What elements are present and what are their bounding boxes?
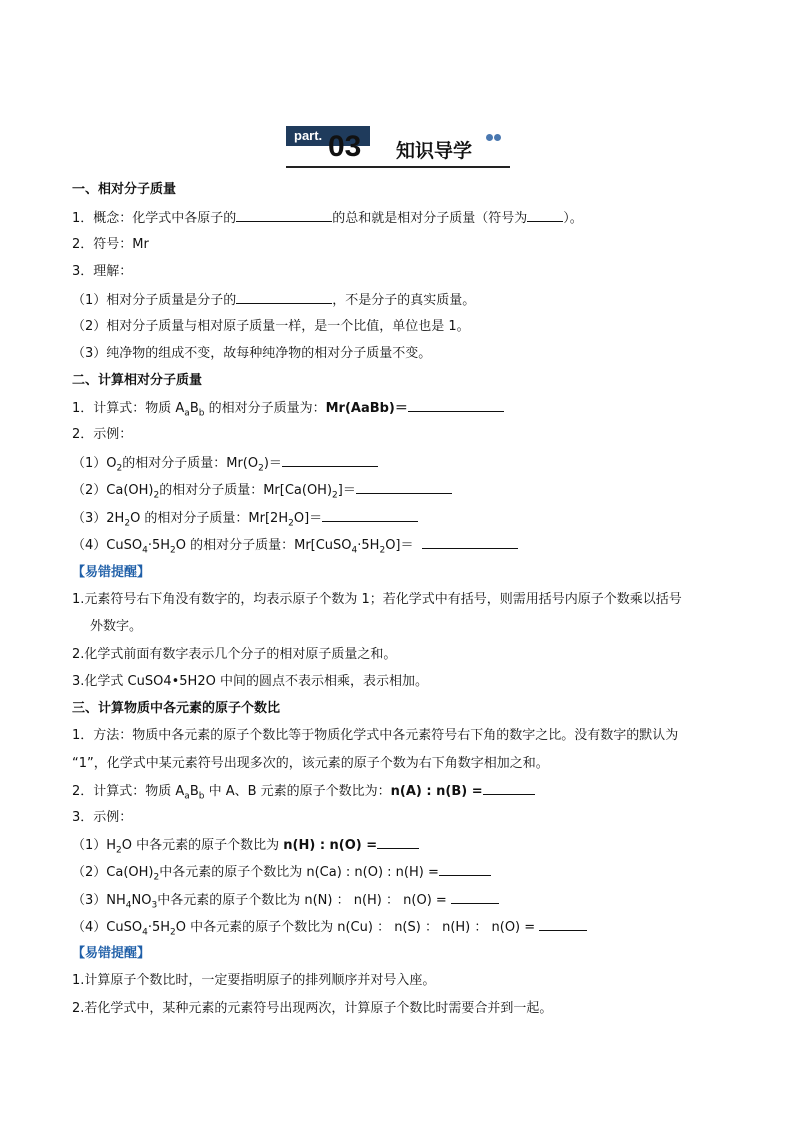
note-1-item-3: 3.化学式 CuSO4•5H2O 中间的圆点不表示相乘，表示相加。 bbox=[72, 674, 428, 689]
answer-blank bbox=[439, 862, 491, 876]
s2-formula: 1．计算式：物质 $A_aB_b$ 的相对分子质量为：Mr(AaBb)＝ bbox=[72, 398, 504, 424]
answer-blank bbox=[527, 208, 563, 222]
answer-blank bbox=[236, 290, 332, 304]
answer-blank bbox=[451, 890, 499, 904]
s2-examples: 2．示例： bbox=[72, 427, 133, 442]
answer-blank bbox=[356, 480, 452, 494]
section-1-title: 一、相对分子质量 bbox=[72, 182, 177, 197]
part-header bbox=[286, 124, 510, 168]
note-2-title: 【易错提醒】 bbox=[72, 946, 151, 961]
s3-method: 1．方法：物质中各元素的原子个数比等于物质化学式中各元素符号右下角的数字之比。没有数字的默认为 bbox=[72, 728, 679, 743]
s2-example-2: $(2)Ca(OH)_2$的相对分子质量：$Mr[Ca(OH)_2]=$ bbox=[72, 480, 452, 506]
s1-item-3: （3）纯净物的组成不变，故每种纯净物的相对分子质量不变。 bbox=[72, 346, 432, 361]
decorative-dots-icon bbox=[486, 126, 502, 145]
answer-blank bbox=[282, 453, 378, 467]
part-number: 03 bbox=[328, 130, 362, 163]
s3-method-cont: “1”，化学式中某元素符号出现多次的，该元素的原子个数为右下角数字相加之和。 bbox=[72, 756, 549, 771]
answer-blank bbox=[322, 508, 418, 522]
note-1-item-2: 2.化学式前面有数字表示几个分子的相对原子质量之和。 bbox=[72, 647, 397, 662]
answer-blank bbox=[422, 535, 518, 549]
answer-blank bbox=[236, 208, 332, 222]
note-1-title: 【易错提醒】 bbox=[72, 565, 151, 580]
s1-item-1: （1）相对分子质量是分子的 ，不是分子的真实质量。 bbox=[72, 290, 475, 311]
page-title: 知识导学 bbox=[396, 140, 473, 162]
s2-example-4: $(4)CuSO_4\cdot 5H_2O$ 的相对分子质量：$Mr[CuSO_4\cdot 5H_2O]=$ bbox=[72, 535, 518, 561]
s1-concept: 1．概念：化学式中各原子的 的总和就是相对分子质量（符号为 ）。 bbox=[72, 208, 583, 229]
answer-blank bbox=[377, 835, 419, 849]
note-2-item-2: 2.若化学式中，某种元素的元素符号出现两次，计算原子个数比时需要合并到一起。 bbox=[72, 1001, 553, 1016]
s3-examples: 3．示例： bbox=[72, 810, 133, 825]
s1-item-2: （2）相对分子质量与相对原子质量一样，是一个比值，单位也是 1。 bbox=[72, 319, 470, 334]
s1-understanding: 3．理解： bbox=[72, 264, 133, 279]
s3-example-1: $(1)H_2O$ 中各元素的原子个数比为 n(H) : n(O) = bbox=[72, 835, 419, 861]
s3-example-3: $(3)NH_4NO_3$中各元素的原子个数比为 n(N) ： n(H) ： n(O) = bbox=[72, 890, 499, 916]
s1-symbol: 2．符号：Mr bbox=[72, 237, 149, 252]
s3-example-2: $(2)Ca(OH)_2$中各元素的原子个数比为 n(Ca) : n(O) : n(H) = bbox=[72, 862, 491, 888]
s3-example-4: $(4)CuSO_4\cdot 5H_2O$ 中各元素的原子个数比为 n(Cu) ： n(S) ： n(H) ： n(O) = bbox=[72, 917, 587, 943]
note-1-item-1: 1.元素符号右下角没有数字的，均表示原子个数为 1；若化学式中有括号，则需用括号内原子个数乘以括号 bbox=[72, 592, 682, 607]
answer-blank bbox=[483, 781, 535, 795]
header-divider bbox=[286, 166, 510, 168]
s3-formula: 2．计算式：物质 $A_aB_b$ 中 A、B 元素的原子个数比为：n(A) : n(B) = bbox=[72, 781, 535, 807]
note-2-item-1: 1.计算原子个数比时，一定要指明原子的排列顺序并对号入座。 bbox=[72, 973, 436, 988]
section-2-title: 二、计算相对分子质量 bbox=[72, 373, 203, 388]
note-1-item-1-cont: 外数字。 bbox=[90, 619, 143, 634]
part-label: part. bbox=[286, 126, 370, 146]
s2-example-1: $(1)O_2$的相对分子质量：$Mr(O_2)=$ bbox=[72, 453, 378, 479]
s2-example-3: $(3)2H_2O$ 的相对分子质量：$Mr[2H_2O]=$ bbox=[72, 508, 418, 534]
section-3-title: 三、计算物质中各元素的原子个数比 bbox=[72, 701, 281, 716]
answer-blank bbox=[408, 398, 504, 412]
answer-blank bbox=[539, 917, 587, 931]
